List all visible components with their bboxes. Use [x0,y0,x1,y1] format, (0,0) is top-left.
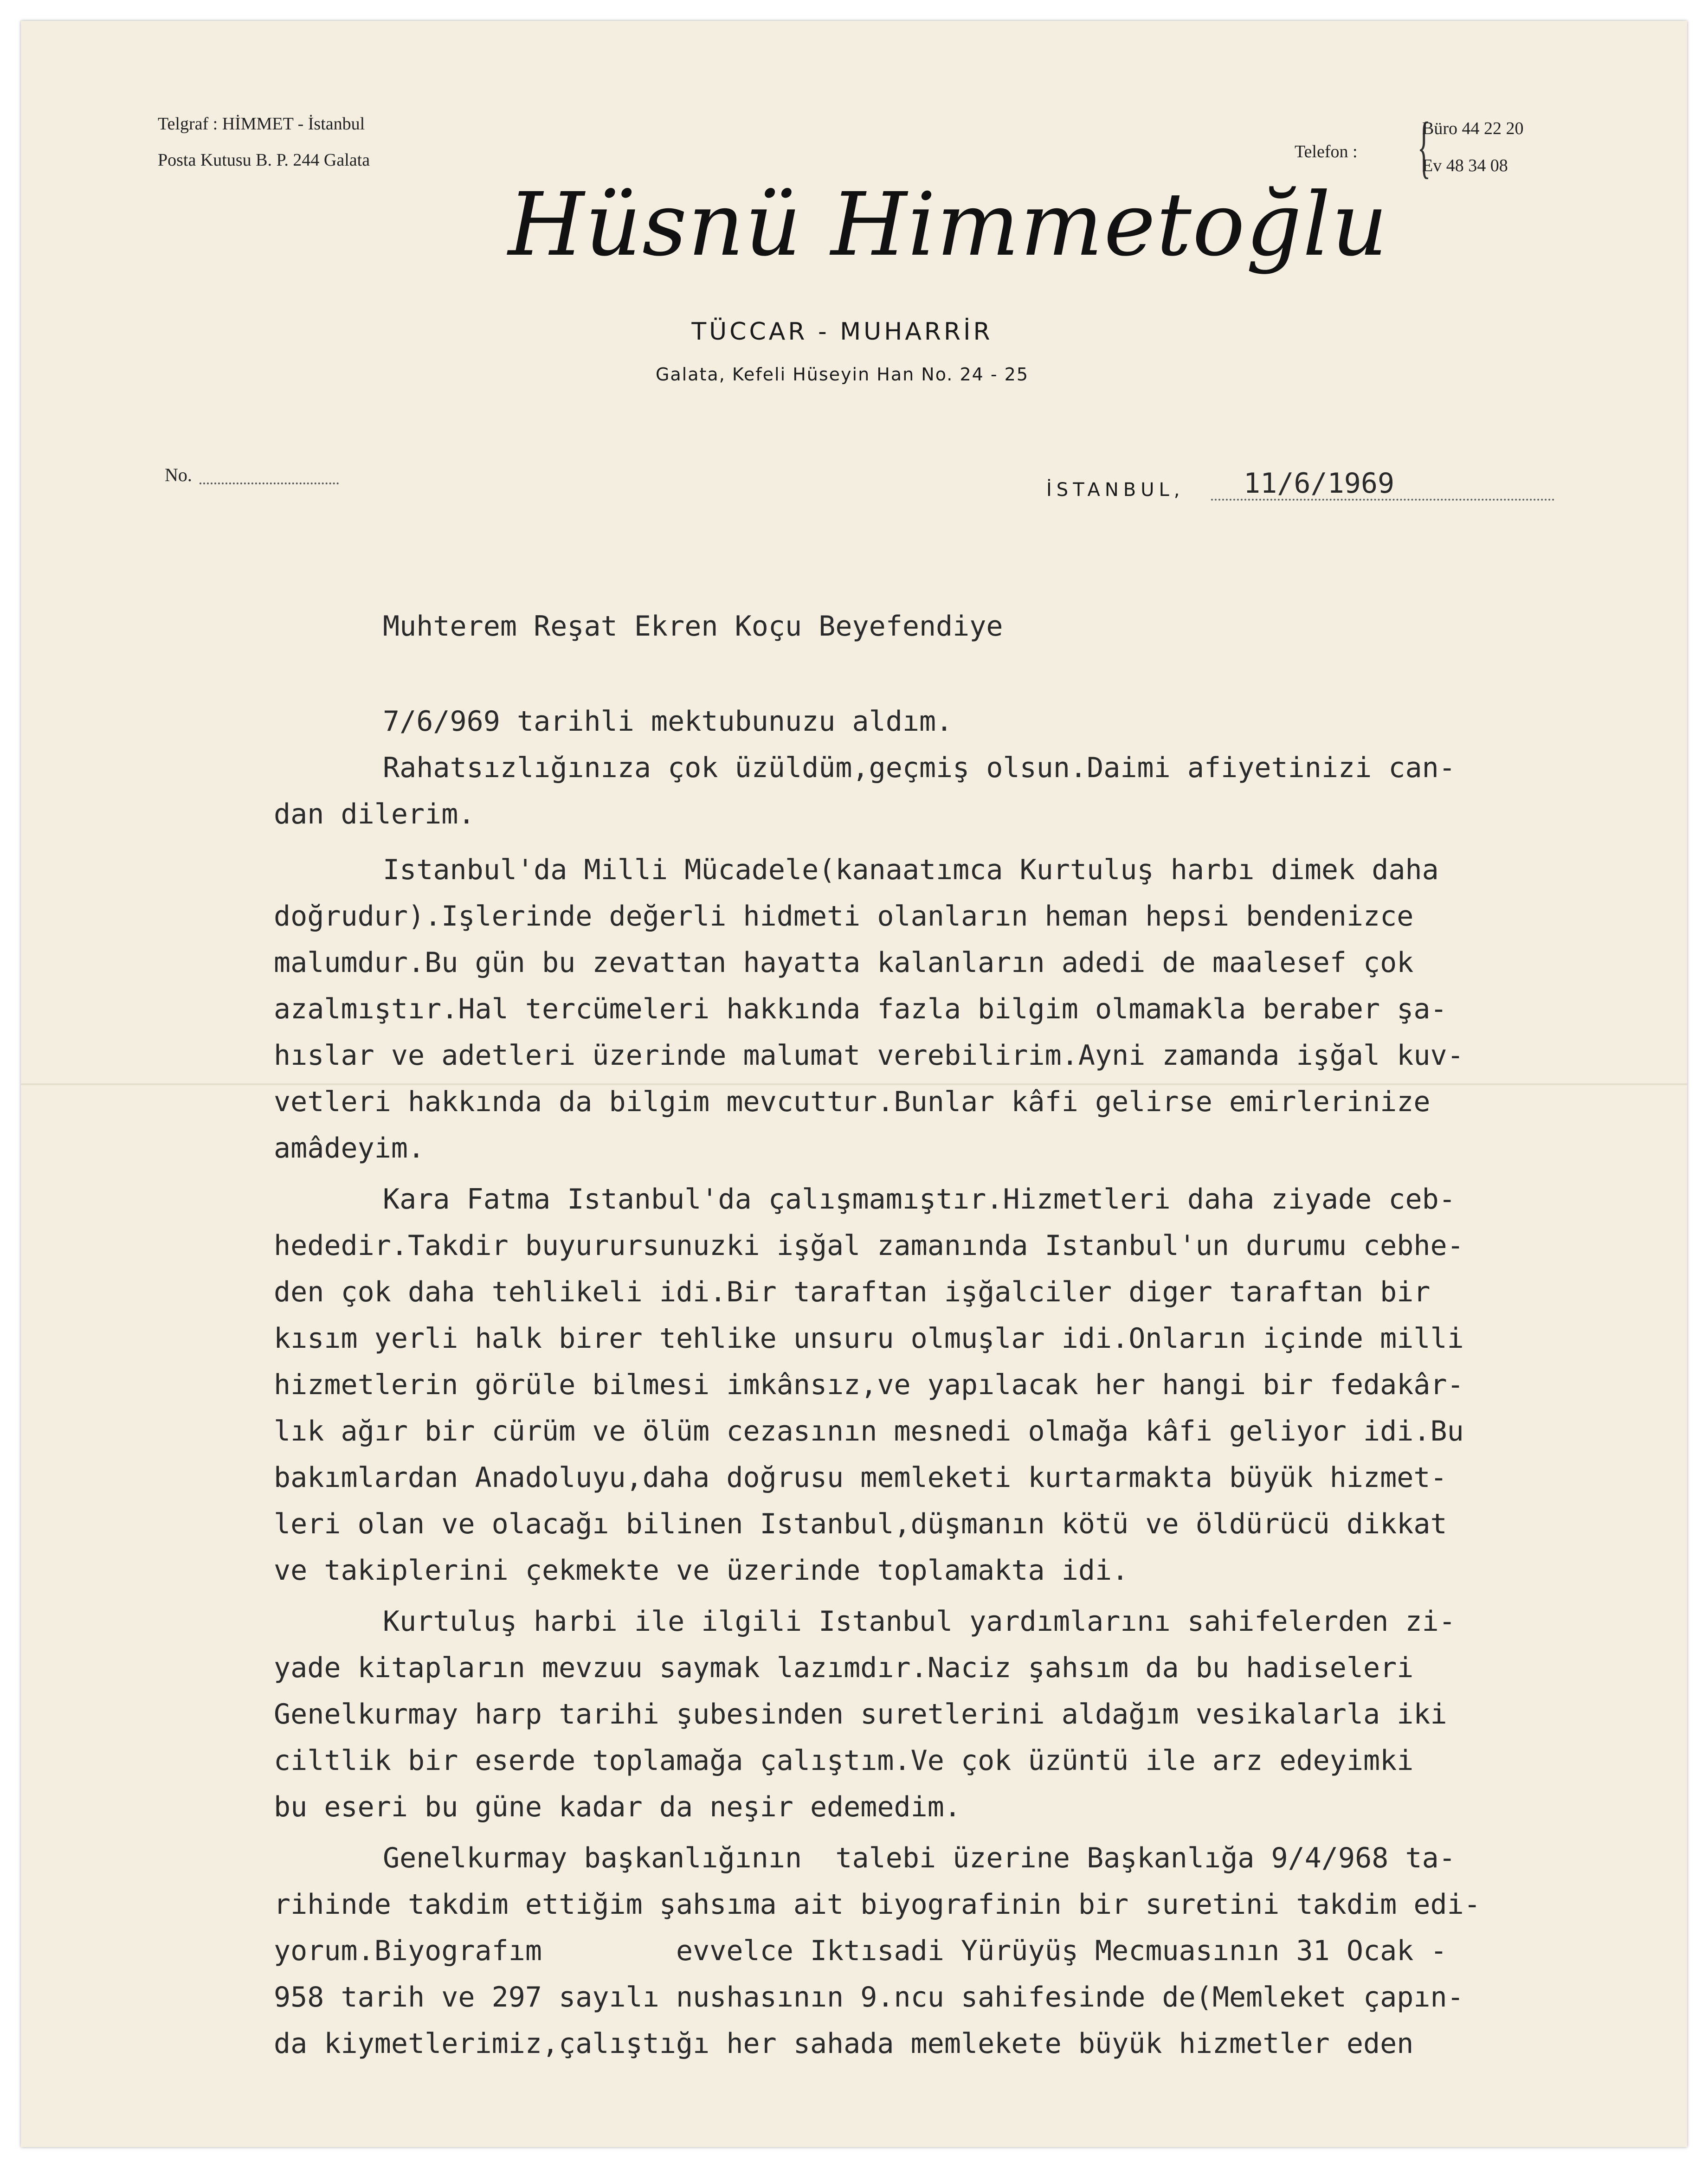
body-line: ciltlik bir eserde toplamağa çalıştım.Ve çok üzüntü ile arz edeyimki [274,1744,1414,1777]
body-line: malumdur.Bu gün bu zevattan hayatta kalanların adedi de maalesef çok [274,946,1414,979]
body-line: da kiymetlerimiz,çalıştığı her sahada memlekete büyük hizmetler eden [274,2027,1414,2060]
body-line: yorum.Biyografım evvelce Iktısadi Yürüyüş Mecmuasının 31 Ocak - [274,1935,1447,1967]
body-line: dan dilerim. [274,798,475,830]
body-line: Rahatsızlığınıza çok üzüldüm,geçmiş olsun.Daimi afiyetinizi can- [383,752,1456,784]
body-line: ve takiplerini çekmekte ve üzerinde toplamakta idi. [274,1554,1129,1587]
letter-date: 11/6/1969 [1244,467,1395,500]
phone-office: Büro 44 22 20 [1422,119,1524,138]
body-line: azalmıştır.Hal tercümeleri hakkında fazla bilgim olmamakla beraber şa- [274,993,1447,1025]
body-line: bu eseri bu güne kadar da neşir edemedim. [274,1791,961,1823]
body-line: hizmetlerin görüle bilmesi imkânsız,ve yapılacak her hangi bir fedakâr- [274,1369,1464,1401]
body-line: yade kitapların mevzuu saymak lazımdır.Naciz şahsım da bu hadiseleri [274,1652,1414,1684]
body-line: hıslar ve adetleri üzerinde malumat verebilirim.Ayni zamanda işğal kuv- [274,1039,1464,1072]
letter-page [21,21,1687,2147]
body-line: vetleri hakkında da bilgim mevcuttur.Bunlar kâfi gelirse emirlerinize [274,1086,1431,1118]
reference-number-label: No. [165,464,192,485]
phone-brace: { [1417,108,1431,185]
body-line: leri olan ve olacağı bilinen Istanbul,düşmanın kötü ve öldürücü dikkat [274,1508,1447,1540]
phone-label: Telefon : [1295,142,1358,161]
letterhead-name: Hüsnü Himmetoğlu [508,174,1389,276]
letterhead-profession: TÜCCAR - MUHARRİR [691,318,993,346]
body-line: Genelkurmay harp tarihi şubesinden suretlerini aldağım vesikalarla iki [274,1698,1447,1731]
body-line: kısım yerli halk birer tehlike unsuru olmuşlar idi.Onların içinde milli [274,1322,1464,1355]
body-line: 7/6/969 tarihli mektubunuzu aldım. [383,705,953,738]
body-line: hededir.Takdir buyurursunuzki işğal zamanında Istanbul'un durumu cebhe- [274,1229,1464,1262]
salutation: Muhterem Reşat Ekren Koçu Beyefendiye [383,610,1003,643]
body-line: rihinde takdim ettiğim şahsıma ait biyografinin bir suretini takdim edi- [274,1888,1481,1921]
phone-home: Ev 48 34 08 [1422,156,1508,175]
body-line: den çok daha tehlikeli idi.Bir taraftan işğalciler diger taraftan bir [274,1276,1431,1308]
po-box: Posta Kutusu B. P. 244 Galata [158,150,370,170]
city-label: İSTANBUL, [1046,479,1185,501]
paper-fold-line [21,1083,1687,1085]
body-line: lık ağır bir cürüm ve ölüm cezasının mesnedi olmağa kâfi geliyor idi.Bu [274,1415,1464,1447]
body-line: bakımlardan Anadoluyu,daha doğrusu memleketi kurtarmakta büyük hizmet- [274,1461,1447,1494]
body-line: 958 tarih ve 297 sayılı nushasının 9.ncu sahifesinde de(Memleket çapın- [274,1981,1464,2014]
body-line: amâdeyim. [274,1132,425,1164]
letterhead-address: Galata, Kefeli Hüseyin Han No. 24 - 25 [655,364,1029,385]
telegraph-address: Telgraf : HİMMET - İstanbul [158,114,365,134]
reference-number-dotted-line [200,469,339,484]
body-line: Genelkurmay başkanlığının talebi üzerine Başkanlığa 9/4/968 ta- [383,1842,1456,1874]
body-line: doğrudur).Işlerinde değerli hidmeti olanların heman hepsi bendenizce [274,900,1414,933]
body-line: Kara Fatma Istanbul'da çalışmamıştır.Hizmetleri daha ziyade ceb- [383,1183,1456,1216]
body-line: Istanbul'da Milli Mücadele(kanaatımca Kurtuluş harbı dimek daha [383,854,1439,886]
body-line: Kurtuluş harbi ile ilgili Istanbul yardımlarını sahifelerden zi- [383,1605,1456,1638]
